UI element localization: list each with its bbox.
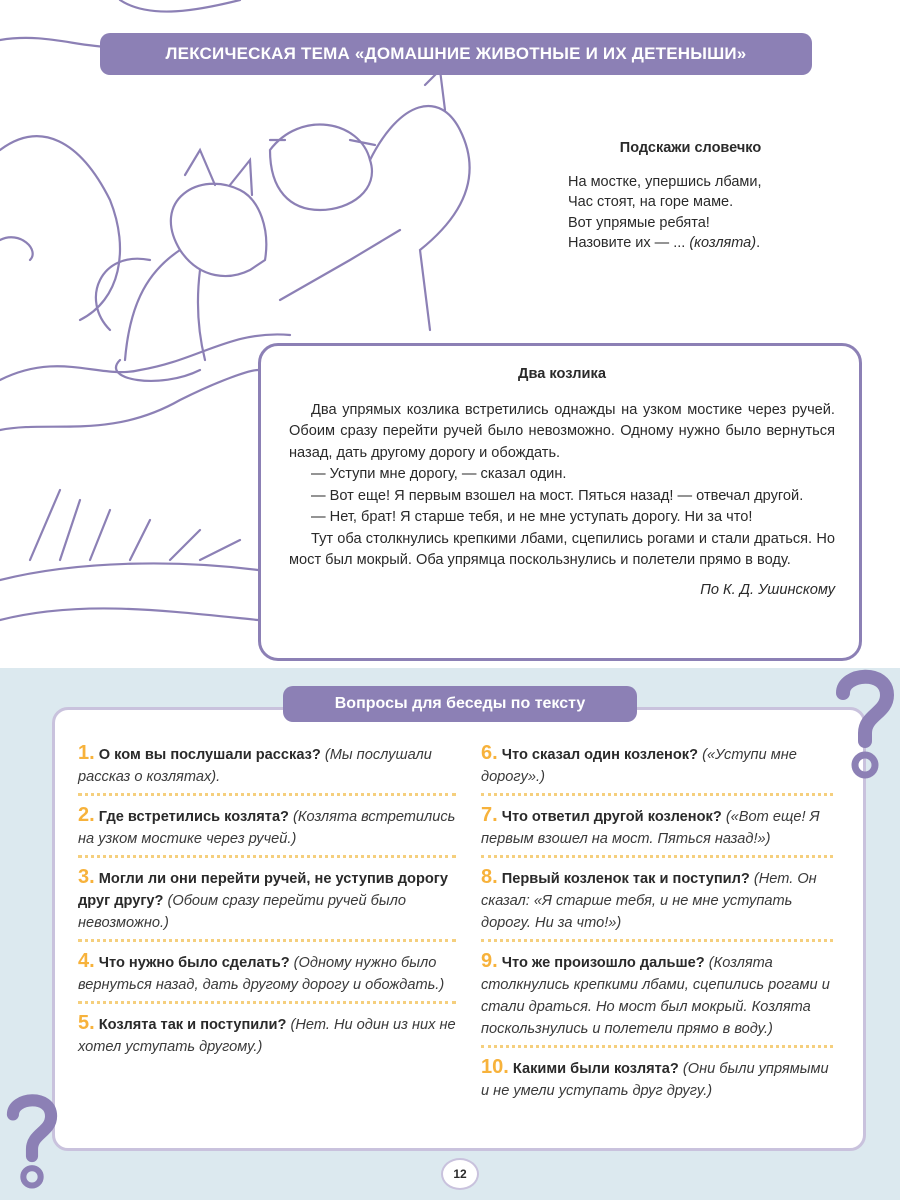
question-item [481, 804, 833, 858]
poem-title: Подскажи словечко [619, 140, 762, 156]
story-paragraph: — Вот еще! Я первым взошел на мост. Пяться назад! — отвечал другой. [311, 487, 804, 504]
poem-line [568, 233, 868, 254]
question-number: 2. [78, 804, 95, 826]
question-number: 7. [481, 804, 498, 826]
poem-answer: (козлята) [689, 235, 757, 251]
poem-line-text: Назовите их — ... [568, 235, 690, 251]
question-mark-icon [6, 1090, 58, 1190]
story-paragraph: Тут оба столкнулись крепкими лбами, сцепились рогами и стали драться. Но мост был мокрый. Оба упрямца поскользнулись и полетели прямо в воду. [289, 530, 835, 568]
answer-text: («Уступи мне дорогу».) [481, 747, 797, 785]
question-number: 4. [78, 950, 95, 972]
question-item [481, 1056, 833, 1107]
question-number: 10. [481, 1056, 509, 1078]
question-number: 3. [78, 866, 95, 888]
answer-text: (Нет. Ни один из них не хотел уступать другому.) [78, 1017, 456, 1055]
question-text: Что нужно было сделать? [98, 955, 290, 971]
question-item [481, 950, 833, 1048]
question-text: Что ответил другой козленок? [501, 809, 722, 825]
question-item [78, 742, 456, 796]
question-number: 6. [481, 742, 498, 764]
question-number: 9. [481, 950, 498, 972]
story-paragraph: Два упрямых козлика встретились однажды на узком мостике через ручей. Обоим сразу перейти ручей было невозможно. Одному нужно было вернуться назад, дать другому дорогу и обождать. [289, 401, 835, 461]
answer-text: (Они были упрямыми и не умели уступать друг другу.) [481, 1061, 829, 1099]
answer-text: («Вот еще! Я первым взошел на мост. Пяться назад!») [481, 809, 820, 847]
riddle-poem [568, 138, 868, 254]
poem-end: . [756, 235, 761, 251]
question-item [78, 804, 456, 858]
page-number: 12 [441, 1158, 479, 1190]
answer-text: (Одному нужно было вернуться назад, дать другому дорогу и обождать.) [78, 955, 445, 993]
question-item [481, 742, 833, 796]
answer-text: (Нет. Он сказал: «Я старше тебя, и не мне уступать дорогу. Ни за что!») [481, 871, 817, 931]
question-text: Могли ли они перейти ручей, не уступив дорогу друг другу? [78, 871, 448, 909]
questions-title: Вопросы для беседы по тексту [283, 686, 637, 722]
question-text: Что же произошло дальше? [501, 955, 705, 971]
question-item [481, 866, 833, 942]
story-paragraph: — Уступи мне дорогу, — сказал один. [311, 466, 567, 482]
story-paragraph: — Нет, брат! Я старше тебя, и не мне уступать дорогу. Ни за что! [311, 509, 753, 525]
question-item [78, 1012, 456, 1063]
question-text: Какими были козлята? [512, 1061, 679, 1077]
question-text: Первый козленок так и поступил? [501, 871, 750, 887]
poem-line: На мостке, упершись лбами, [568, 173, 762, 190]
questions-column-right [481, 742, 833, 1115]
question-number: 1. [78, 742, 95, 764]
question-mark-icon [835, 665, 895, 780]
poem-line: Час стоят, на горе маме. [568, 194, 734, 210]
lexical-theme-header: ЛЕКСИЧЕСКАЯ ТЕМА «ДОМАШНИЕ ЖИВОТНЫЕ И ИХ ДЕТЕНЫШИ» [100, 33, 812, 75]
answer-text: (Обоим сразу перейти ручей было невозможно.) [78, 893, 406, 931]
answer-text: (Мы послушали рассказ о козлятах). [78, 747, 432, 785]
question-item [78, 950, 456, 1004]
question-item [78, 866, 456, 942]
poem-line: Вот упрямые ребята! [568, 214, 710, 231]
story-box [258, 343, 862, 661]
questions-column-left [78, 742, 456, 1071]
question-text: О ком вы послушали рассказ? [98, 747, 321, 763]
story-title: Два козлика [518, 366, 606, 382]
answer-text: (Козлята столкнулись крепкими лбами, сцепились рогами и стали драться. Но мост был мокрый. Козлята поскользнулись и полетели прямо в воду.) [481, 955, 830, 1037]
question-number: 8. [481, 866, 498, 888]
question-text: Козлята так и поступили? [98, 1017, 287, 1033]
story-author: По К. Д. Ушинскому [700, 581, 835, 598]
question-text: Где встретились козлята? [98, 809, 289, 825]
question-text: Что сказал один козленок? [501, 747, 699, 763]
question-number: 5. [78, 1012, 95, 1034]
answer-text: (Козлята встретились на узком мостике через ручей.) [78, 809, 456, 847]
